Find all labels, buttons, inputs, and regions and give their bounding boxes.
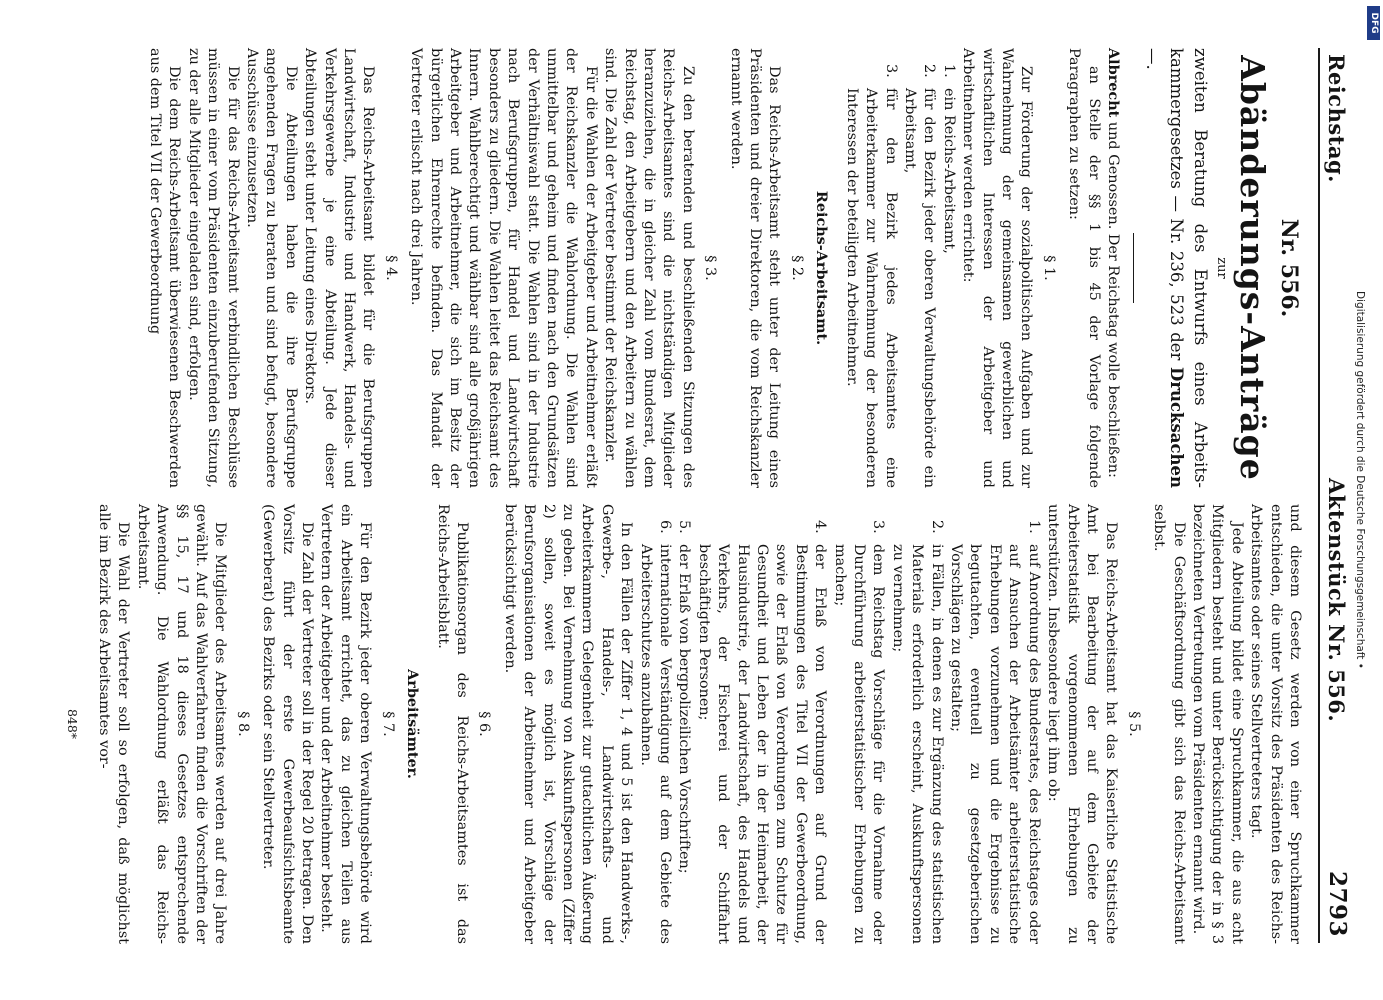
- paragraph-7-text-a: Für den Bezirk jeder oberen Verwaltungsbehörde wird ein Arbeitsamt errichtet, das zu gleichen Teilen aus Vertretern der Arbeitgeber und der Arbeitnehmer besteht.: [318, 504, 374, 944]
- subtitle-part-c: —.: [1143, 48, 1162, 70]
- paragraph-5-text-b: In den Fällen der Ziffer 1, 4 und 5 ist den Handwerks-, Gewerbe-, Handels-, Landwirtschafts- und Arbeiterkammern Gelegenheit zur gutachtlichen Äußerung zu geben. Bei Vernehmung von Auskunftspersonen (Ziffer 2) sollen, soweit es möglich ist, Vorschläge der Berufsorganisationen der Arbeitnehmer und Arbeitgeber berücksichtigt werden.: [501, 504, 635, 944]
- digitization-credit-text: Digitalisierung gefördert durch die Deutsche Forschungsgemeinschaft •: [1354, 291, 1366, 669]
- instead-text: an Stelle der §§ 1 bis 45 der Vorlage folgende Paragraphen zu setzen:: [1066, 48, 1102, 488]
- paragraph-4-text-b: Die Abteilungen haben die ihre Berufsgruppe angehenden Fragen zu beraten und sind befugt, besondere Ausschüsse einzusetzen.: [243, 48, 299, 488]
- paragraph-3-text-a: Zu den beratenden und beschließenden Sitzungen des Reichs-Arbeitsamtes sind die nichtständigen Mitglieder heranzuziehen, die in gleicher Zahl vom Bundesrat, dem Reichstag, den Arbeitgebern und den Arbeitern zu wählen sind. Die Zahl der Vertreter bestimmt der Reichskanzler.: [602, 48, 696, 488]
- paragraph-4-text-a: Das Reichs-Arbeitsamt bildet für die Berufsgruppen Landwirtschaft, Industrie und Handwerk, Handels- und Verkehrsgewerbe je eine Abteilung. Jede dieser Abteilungen steht unter Leitung eines Direktors.: [302, 48, 377, 488]
- dfg-badge-label: DFG: [1368, 12, 1379, 34]
- list-item: 3. für den Bezirk jedes Arbeitsamtes eine Arbeiterkammer zur Wahrnehmung der besonderen Interessen der beteiligten Arbeitnehmer.: [843, 64, 899, 488]
- document-title: Abänderungs-Anträge: [1233, 55, 1272, 481]
- list-item: 1. ein Reichs-Arbeitsamt,: [940, 64, 957, 254]
- paragraph-5-sign: § 5.: [1125, 711, 1142, 737]
- motion-line: [1103, 48, 1123, 488]
- header-left: Reichstag.: [1324, 54, 1349, 183]
- paragraph-2-text: Das Reichs-Arbeitsamt steht unter der Leitung eines Präsidenten und dreier Direktoren, die vom Reichskanzler ernannt werden.: [727, 48, 783, 488]
- page-number: 2793: [1324, 870, 1351, 937]
- continuation-text-c: Die Geschäftsordnung gibt sich das Reichs-Arbeitsamt selbst.: [1151, 504, 1187, 944]
- document-number: Nr. 556.: [1276, 218, 1302, 318]
- document-sheet: [46, 20, 1376, 980]
- subtitle-part-a: zweiten Beratung des Entwurfs eines Arbeits-kammergesetzes — Nr. 236, 523 der: [1167, 48, 1210, 488]
- list-item: 5. der Erlaß von bergpolizeilichen Vorschriften;: [676, 520, 693, 874]
- continuation-text: und diesem Gesetz werden von einer Spruchkammer entschieden, die unter Vorsitz des Präsidenten des Reichs-Arbeitsamtes oder seines Stellvertreters tagt.: [1248, 504, 1303, 944]
- title-rule: [1133, 233, 1134, 303]
- title-zur: zur: [1214, 257, 1229, 279]
- paragraph-1-sign: § 1.: [1040, 255, 1057, 281]
- paragraph-4-text-c: Die für das Reichs-Arbeitsamt verbindlichen Beschlüsse müssen in einer vom Präsidenten einzuberufenden Sitzung, zu der alle Mitglieder eingeladen sind, erfolgen.: [185, 48, 241, 488]
- paragraph-7-sign: § 7.: [379, 711, 396, 737]
- right-column: [62, 504, 1304, 944]
- subtitle: [1140, 48, 1212, 488]
- dfg-badge: [1367, 6, 1380, 40]
- paragraph-3-sign: § 3.: [702, 255, 719, 281]
- sheet-signature: 848*: [64, 708, 80, 740]
- paragraph-6-text: Publikationsorgan des Reichs-Arbeitsamtes ist das Reichs-Arbeitsblatt.: [434, 504, 470, 944]
- paragraph-8-text-b: Die Wahl der Vertreter soll so erfolgen, daß möglichst alle im Bezirk des Arbeitsamtes vor-: [96, 504, 132, 944]
- section-heading-reichs-arbeitsamt: Reichs-Arbeitsamt.: [813, 190, 831, 346]
- paragraph-5-text: Das Reichs-Arbeitsamt hat das Kaiserliche Statistische Amt bei Bearbeitung der auf dem Gebiete der Arbeiterstatistik vorgenommenen Erhebungen zu unterstützen. Insbesondere liegt ihm ob:: [1045, 504, 1120, 944]
- list-item: 2. für den Bezirk jeder oberen Verwaltungsbehörde ein Arbeitsamt,: [901, 64, 938, 488]
- list-item: 3. dem Reichstag Vorschläge für die Vornahme oder Durchführung arbeiterstatistischer Erhebungen zu machen;: [831, 520, 887, 944]
- paragraph-4-sign: § 4.: [382, 255, 399, 281]
- paragraph-8-sign: § 8.: [234, 711, 251, 737]
- header-center: Aktenstück Nr. 556.: [1324, 478, 1349, 723]
- continuation-text-b: Jede Abteilung bildet eine Spruchkammer, die aus acht Mitgliedern besteht und unter Berücksichtigung der in § 3 bezeichneten Vertretungen vom Präsidenten ernannt wird.: [1189, 504, 1245, 944]
- paragraph-6-sign: § 6.: [476, 711, 493, 737]
- subtitle-part-b: Drucksachen: [1167, 367, 1186, 489]
- motion-name: Albrecht: [1105, 48, 1122, 118]
- paragraph-1-text: Zur Förderung der sozialpolitischen Aufgaben und zur Wahrnehmung der gemeinsamen gewerblichen und wirtschaftlichen Interessen der Arbeitgeber und Arbeitnehmer werden errichtet:: [960, 48, 1035, 488]
- paragraph-4-text-d: Die dem Reichs-Arbeitsamt überwiesenen Beschwerden aus dem Titel VII der Gewerbeordnung: [146, 48, 183, 488]
- motion-text: und Genossen. Der Reichstag wolle beschließen:: [1105, 117, 1121, 478]
- left-column: [145, 48, 1305, 488]
- list-item: 4. der Erlaß von Verordnungen auf Grund der Bestimmungen des Titel VII der Gewerbeordnung, sowie der Erlaß von Verordnungen zum Schutze für Gesundheit und Leben der in der Heimarbeit, der Hausindustrie, der Landwirtschaft, des Handels und Verkehrs, der Fischerei und der Schiffahrt beschäftigten Personen;: [695, 520, 829, 944]
- paragraph-3-text-b: Für die Wahlen der Arbeitgeber und Arbeitnehmer erläßt der Reichskanzler die Wahlordnung. Die Wahlen sind unmittelbar und geheim und finden nach den Grundsätzen der Verhältniswahl statt. Die Wahlen sind in der Industrie nach Berufsgruppen, für Handel und Landwirtschaft besonders zu gliedern. Die Wahlen leitet das Reichsamt des Innern. Wahlberechtigt und wählbar sind alle großjährigen Arbeitgeber und Arbeitnehmer, die sich im Besitz der bürgerlichen Ehrenrechte befinden. Das Mandat der Vertreter erlischt nach drei Jahren.: [408, 48, 599, 488]
- list-item: 2. in Fällen, in denen es zur Ergänzung des statistischen Materials erforderlich erscheint, Auskunftspersonen zu vernehmen;: [889, 520, 945, 944]
- paragraph-2-sign: § 2.: [788, 255, 805, 281]
- paragraph-7-text-b: Die Zahl der Vertreter soll in der Regel 20 betragen. Den Vorsitz führt der erste Gewerbeaufsichtsbeamte (Gewerberat) des Bezirks oder sein Stellvertreter.: [260, 504, 316, 944]
- paragraph-8-text-a: Die Mitglieder des Arbeitsamtes werden auf drei Jahre gewählt. Auf das Wahlverfahren finden die Vorschriften der §§ 15, 17 und 18 dieses Gesetzes entsprechende Anwendung. Die Wahlordnung erläßt das Reichs-Arbeitsamt.: [134, 504, 229, 944]
- section-heading-arbeitsaemter: Arbeitsämter.: [404, 669, 422, 779]
- list-item: 1. auf Anordnung des Bundesrates, des Reichstages oder auf Ansuchen der Arbeitsämter arbeiterstatistische Erhebungen vorzunehmen und die Ergebnisse zu begutachten, eventuell zu gesetzgeberischen Vorschlägen zu gestalten;: [948, 520, 1042, 944]
- list-item: 6. internationale Verständigung auf dem Gebiete des Arbeiterschutzes anzubahnen.: [637, 520, 673, 944]
